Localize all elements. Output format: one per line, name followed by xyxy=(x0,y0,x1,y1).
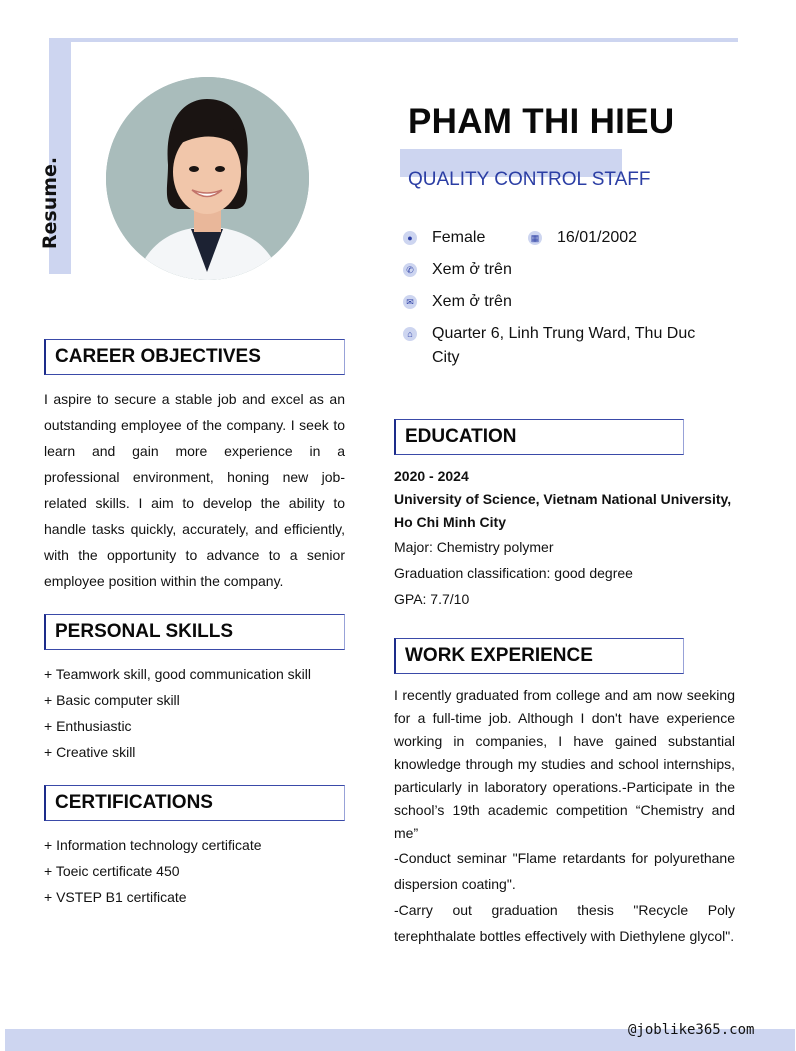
work-experience-text xyxy=(394,684,735,949)
portrait-illustration xyxy=(106,77,309,280)
phone-icon: ✆ xyxy=(403,263,417,277)
education-major: Major: Chemistry polymer xyxy=(394,539,554,555)
job-title: QUALITY CONTROL STAFF xyxy=(408,169,651,190)
personal-skills-heading: PERSONAL SKILLS xyxy=(44,614,345,650)
birthdate-value: 16/01/2002 xyxy=(557,229,638,246)
phone-value: Xem ở trên xyxy=(432,261,512,278)
list-item: + Enthusiastic xyxy=(44,718,132,734)
certifications-list xyxy=(44,832,345,910)
career-objectives-text: I aspire to secure a stable job and excel as an outstanding employee of the company. I seek to learn and gain more experience in a professional environment, honing new job-related skills. I aim to develop the ability to handle tasks quickly, accurately, and efficiently, with the opportunity to advance to a senior employee position within the company. xyxy=(44,391,345,589)
list-item: + Information technology certificate xyxy=(44,837,262,853)
education-school: University of Science, Vietnam National University, Ho Chi Minh City xyxy=(394,491,732,530)
list-item: + Creative skill xyxy=(44,744,136,760)
personal-skills-list xyxy=(44,661,345,765)
birthdate-row xyxy=(528,226,637,250)
resume-label xyxy=(18,148,82,258)
list-item: + Teamwork skill, good communication skill xyxy=(44,666,312,682)
list-item: + VSTEP B1 certificate xyxy=(44,889,187,905)
work-item-thesis: -Carry out graduation thesis "Recycle Poly terephthalate bottles effectively with Diethylene glycol". xyxy=(394,902,735,944)
address-row xyxy=(403,322,698,370)
career-objectives-heading: CAREER OBJECTIVES xyxy=(44,339,345,375)
person-icon: ● xyxy=(403,231,417,245)
gender-value: Female xyxy=(432,229,486,246)
profile-photo xyxy=(106,77,309,280)
education-heading: EDUCATION xyxy=(394,419,684,455)
calendar-icon: ▦ xyxy=(528,231,542,245)
education-classification: Graduation classification: good degree xyxy=(394,565,633,581)
work-item-seminar: -Conduct seminar "Flame retardants for polyurethane dispersion coating". xyxy=(394,850,735,892)
home-icon: ⌂ xyxy=(403,327,417,341)
gender-row xyxy=(403,226,485,250)
top-accent-bar xyxy=(49,38,738,42)
resume-label-text: Resume. xyxy=(39,156,62,250)
phone-row xyxy=(403,258,512,282)
mail-icon: ✉ xyxy=(403,295,417,309)
work-experience-heading: WORK EXPERIENCE xyxy=(394,638,684,674)
email-value: Xem ở trên xyxy=(432,293,512,310)
list-item: + Toeic certificate 450 xyxy=(44,863,180,879)
certifications-heading: CERTIFICATIONS xyxy=(44,785,345,821)
address-value: Quarter 6, Linh Trung Ward, Thu Duc City xyxy=(432,325,696,366)
education-entry xyxy=(394,465,735,612)
email-row xyxy=(403,290,512,314)
candidate-name: PHAM THI HIEU xyxy=(408,102,675,141)
education-gpa: GPA: 7.7/10 xyxy=(394,591,470,607)
education-period: 2020 - 2024 xyxy=(394,468,469,484)
list-item: + Basic computer skill xyxy=(44,692,180,708)
watermark: @joblike365.com xyxy=(628,1022,755,1038)
work-intro: I recently graduated from college and am now seeking for a full-time job. Although I don't have experience working in companies, I have gained substantial knowledge through my studies and school internships, particularly in laboratory operations.-Participate in the school’s 19th academic competition “Chemistry and me” xyxy=(394,687,735,841)
